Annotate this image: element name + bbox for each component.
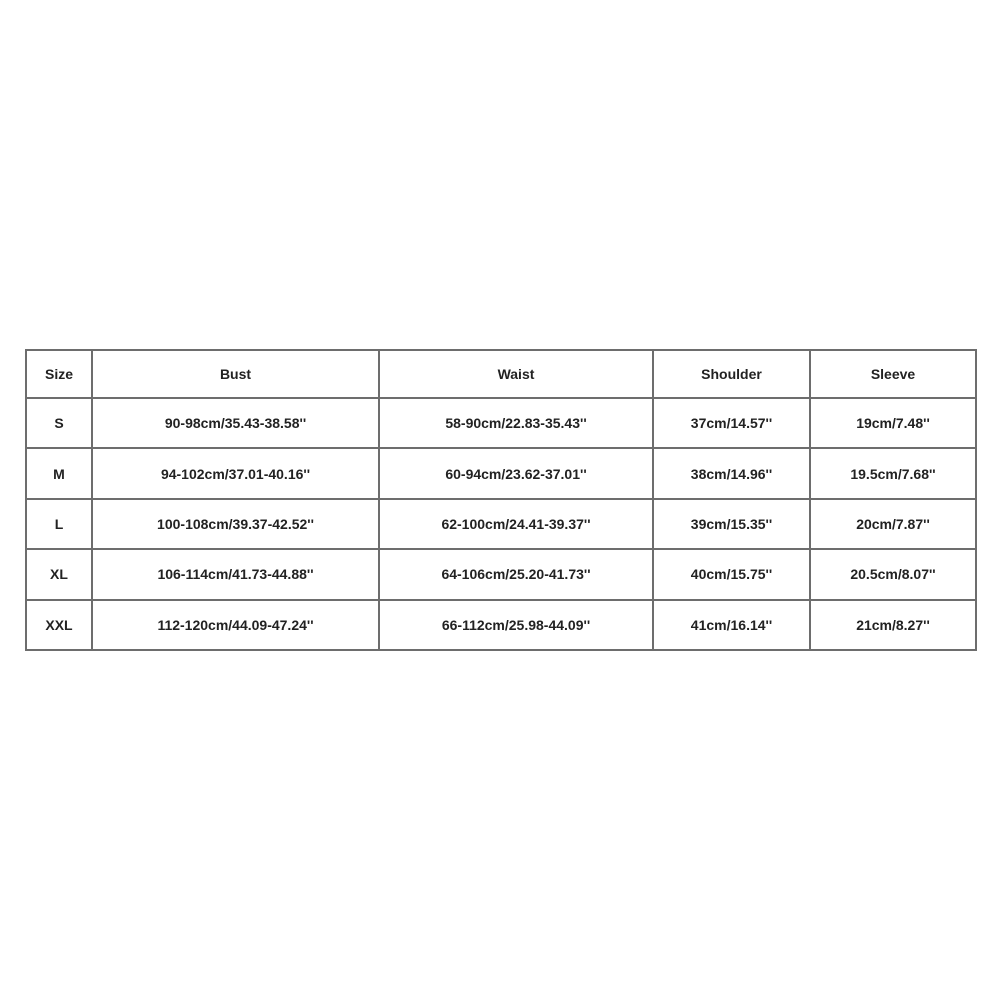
- table-row: [26, 549, 976, 599]
- table-row: [26, 448, 976, 498]
- cell-sleeve: 20cm/7.87'': [810, 499, 976, 549]
- table-row: [26, 499, 976, 549]
- header-waist: Waist: [379, 350, 653, 398]
- cell-size: L: [26, 499, 92, 549]
- cell-waist: 66-112cm/25.98-44.09'': [379, 600, 653, 650]
- cell-sleeve: 19.5cm/7.68'': [810, 448, 976, 498]
- header-bust: Bust: [92, 350, 379, 398]
- cell-bust: 112-120cm/44.09-47.24'': [92, 600, 379, 650]
- cell-waist: 62-100cm/24.41-39.37'': [379, 499, 653, 549]
- size-chart-table: [25, 349, 977, 651]
- cell-bust: 100-108cm/39.37-42.52'': [92, 499, 379, 549]
- cell-shoulder: 38cm/14.96'': [653, 448, 810, 498]
- cell-sleeve: 19cm/7.48'': [810, 398, 976, 448]
- cell-size: S: [26, 398, 92, 448]
- cell-bust: 90-98cm/35.43-38.58'': [92, 398, 379, 448]
- table-row: [26, 600, 976, 650]
- table-row: [26, 398, 976, 448]
- cell-shoulder: 37cm/14.57'': [653, 398, 810, 448]
- cell-sleeve: 21cm/8.27'': [810, 600, 976, 650]
- cell-size: XXL: [26, 600, 92, 650]
- cell-shoulder: 39cm/15.35'': [653, 499, 810, 549]
- cell-bust: 106-114cm/41.73-44.88'': [92, 549, 379, 599]
- cell-waist: 60-94cm/23.62-37.01'': [379, 448, 653, 498]
- cell-size: XL: [26, 549, 92, 599]
- cell-shoulder: 41cm/16.14'': [653, 600, 810, 650]
- cell-bust: 94-102cm/37.01-40.16'': [92, 448, 379, 498]
- cell-waist: 58-90cm/22.83-35.43'': [379, 398, 653, 448]
- cell-shoulder: 40cm/15.75'': [653, 549, 810, 599]
- header-size: Size: [26, 350, 92, 398]
- header-sleeve: Sleeve: [810, 350, 976, 398]
- cell-waist: 64-106cm/25.20-41.73'': [379, 549, 653, 599]
- cell-size: M: [26, 448, 92, 498]
- header-shoulder: Shoulder: [653, 350, 810, 398]
- cell-sleeve: 20.5cm/8.07'': [810, 549, 976, 599]
- table-header-row: [26, 350, 976, 398]
